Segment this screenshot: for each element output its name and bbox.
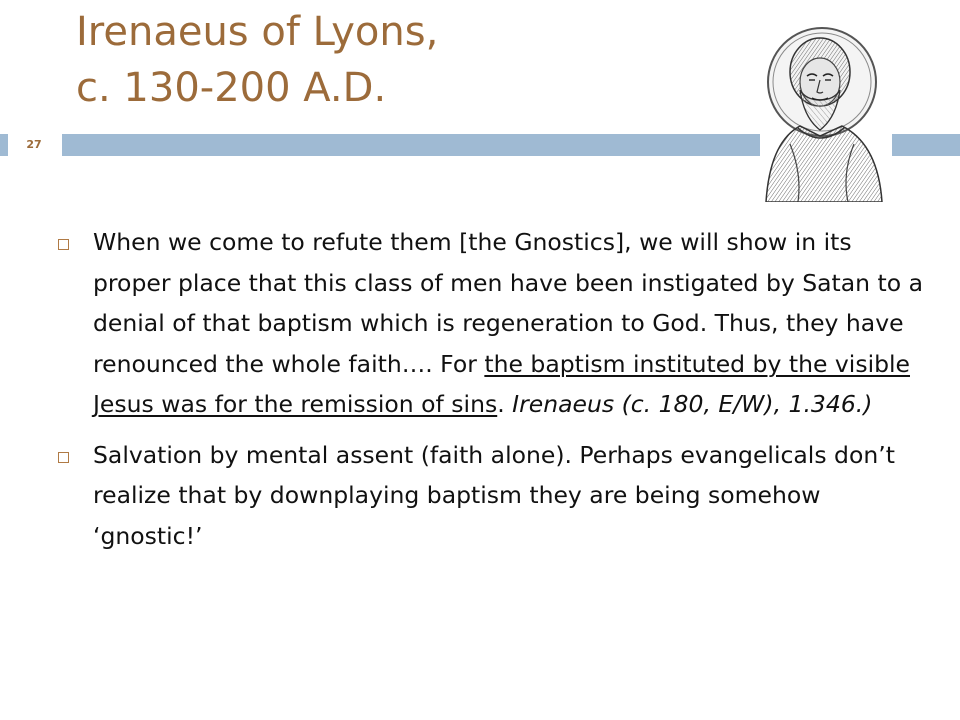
bullet-comment [58, 435, 928, 557]
slide-body [58, 222, 928, 566]
slide-title [76, 4, 716, 116]
quote-underlined-text: the baptism instituted by the visible Jesus was for the remission of sins [93, 349, 910, 418]
header-rule-left [0, 134, 8, 156]
saint-portrait-icon [760, 24, 892, 202]
bullet-quote [58, 222, 928, 425]
quote-text-end: . [497, 390, 513, 418]
square-bullet-icon [58, 239, 69, 250]
title-line-1: Irenaeus of Lyons, [76, 9, 439, 55]
quote-citation: Irenaeus (c. 180, E/W), 1.346.) [512, 390, 873, 418]
title-line-2: c. 130-200 A.D. [76, 65, 387, 111]
comment-text: Salvation by mental assent (faith alone). Perhaps evangelicals don’t realize that by downplaying baptism they are being somehow ‘gnostic!’ [93, 440, 895, 550]
square-bullet-icon [58, 452, 69, 463]
slide-number: 27 [8, 124, 60, 164]
quote-text: When we come to refute them [the Gnostics], we will show in its proper place that this class of men have been instigated by Satan to a denial of that baptism which is regeneration to God. Thus, they have renounced the whole faith…. For [93, 228, 923, 378]
